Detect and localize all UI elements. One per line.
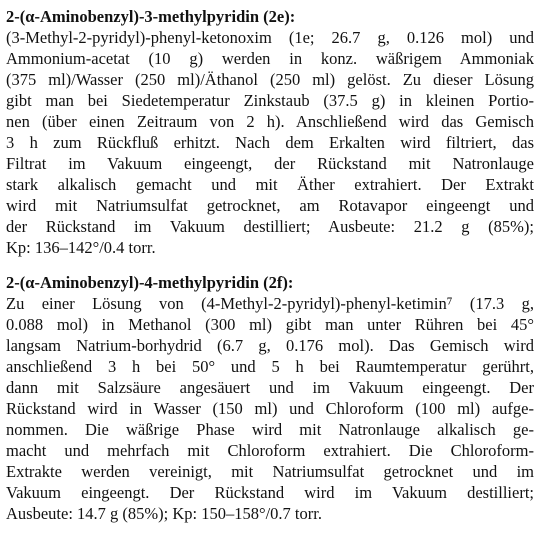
procedure-2f (6, 272, 534, 524)
body-line: dann mit Salzsäure angesäuert und im Vakuum eingeengt. Der (6, 378, 534, 397)
body-line: Filtrat im Vakuum eingeengt, der Rückstand mit Natronlauge (6, 154, 534, 173)
body-line: nommen. Die wäßrige Phase wird mit Natronlauge alkalisch ge- (6, 420, 534, 439)
procedure-title: 2-(α-Aminobenzyl)-3-methylpyridin (2e): (6, 7, 296, 26)
procedure-title: 2-(α-Aminobenzyl)-4-methylpyridin (2f): (6, 273, 294, 292)
body-line: (3-Methyl-2-pyridyl)-phenyl-ketonoxim (1e; 26.7 g, 0.126 mol) und (6, 28, 534, 47)
body-line: Zu einer Lösung von (4-Methyl-2-pyridyl)-phenyl-ketimin⁷ (17.3 g, (6, 294, 534, 313)
document-page (6, 6, 534, 524)
body-line: 0.088 mol) in Methanol (300 ml) gibt man unter Rühren bei 45° (6, 315, 534, 334)
body-line: Rückstand wird in Wasser (150 ml) und Chloroform (100 ml) aufge- (6, 399, 534, 418)
body-line: der Rückstand im Vakuum destilliert; Ausbeute: 21.2 g (85%); (6, 217, 534, 236)
body-line: gibt man bei Siedetemperatur Zinkstaub (37.5 g) in kleinen Portio- (6, 91, 534, 110)
body-line: langsam Natrium-borhydrid (6.7 g, 0.176 mol). Das Gemisch wird (6, 336, 534, 355)
body-line: 3 h zum Rückfluß erhitzt. Nach dem Erkalten wird filtriert, das (6, 133, 534, 152)
procedure-2e (6, 6, 534, 258)
body-line-last: Kp: 136–142°/0.4 torr. (6, 238, 156, 257)
body-line: Vakuum eingeengt. Der Rückstand wird im Vakuum destilliert; (6, 483, 534, 502)
body-line: Ammonium-acetat (10 g) werden in konz. wäßrigem Ammoniak (6, 49, 534, 68)
body-line: stark alkalisch gemacht und mit Äther extrahiert. Der Extrakt (6, 175, 534, 194)
body-line: macht und mehrfach mit Chloroform extrahiert. Die Chloroform- (6, 441, 534, 460)
body-line-last: Ausbeute: 14.7 g (85%); Kp: 150–158°/0.7 torr. (6, 504, 322, 523)
body-line: nen (über einen Zeitraum von 2 h). Anschließend wird das Gemisch (6, 112, 534, 131)
body-line: anschließend 3 h bei 50° und 5 h bei Raumtemperatur gerührt, (6, 357, 534, 376)
body-line: wird mit Natriumsulfat getrocknet, am Rotavapor eingeengt und (6, 196, 534, 215)
body-line: Extrakte werden vereinigt, mit Natriumsulfat getrocknet und im (6, 462, 534, 481)
body-line: (375 ml)/Wasser (250 ml)/Äthanol (250 ml) gelöst. Zu dieser Lösung (6, 70, 534, 89)
